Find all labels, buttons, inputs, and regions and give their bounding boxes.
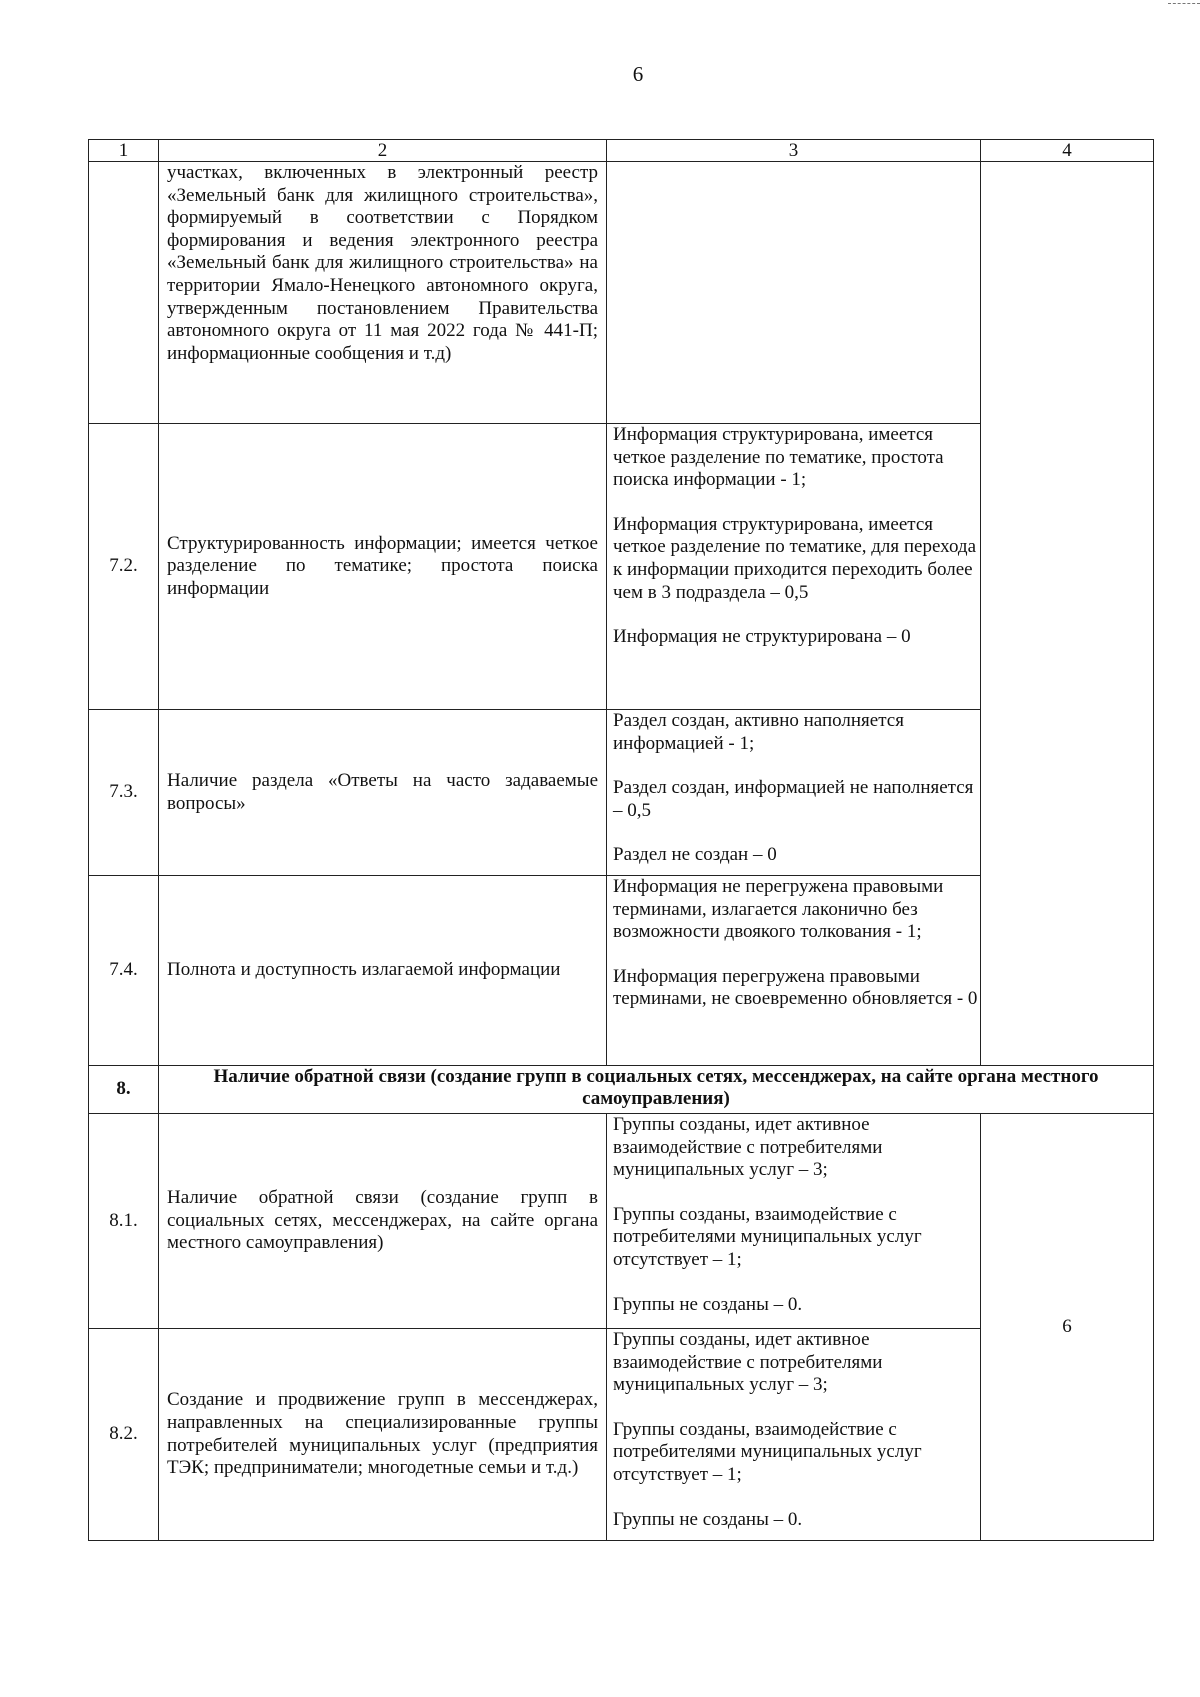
section-title: Наличие обратной связи (создание групп в социальных сетях, мессенджерах, на сайте органа местного самоуправления) [159,1066,1154,1114]
criteria-option: Информация не структурирована – 0 [613,626,911,648]
criteria-table [88,139,1154,1541]
criteria-cell [607,876,981,1066]
score-cell [981,162,1154,1066]
criteria-cell [607,162,981,424]
row-number: 8.2. [89,1329,159,1541]
indicator-cell: участках, включенных в электронный реестр «Земельный банк для жилищного строительства», формируемый в соответствии с Порядком формирования и ведения электронного реестра «Земельный банк для жилищного строительства» на территории Ямало-Ненецкого автономного округа, утвержденным постановлением Правительства автономного округа от 11 мая 2022 года № 441-П; информационные сообщения и т.д) [159,162,607,424]
criteria-option: Раздел не создан – 0 [613,844,777,866]
corner-mark [1168,3,1200,4]
section-row [89,1066,1154,1114]
criteria-option: Группы созданы, идет активное взаимодействие с потребителями муниципальных услуг – 3; [613,1329,883,1396]
section-number: 8. [89,1066,159,1114]
page-number: 6 [632,62,644,86]
table-row [89,1114,1154,1329]
criteria-cell [607,710,981,876]
row-number: 7.2. [89,424,159,710]
indicator-cell: Наличие обратной связи (создание групп в социальных сетях, мессенджерах, на сайте органа местного самоуправления) [159,1114,607,1329]
section-max-score: 6 [981,1114,1154,1541]
criteria-option: Группы созданы, взаимодействие с потребителями муниципальных услуг отсутствует – 1; [613,1203,922,1270]
criteria-option: Информация перегружена правовыми терминами, не своевременно обновляется - 0 [613,965,978,1010]
indicator-cell: Наличие раздела «Ответы на часто задаваемые вопросы» [159,710,607,876]
indicator-cell: Структурированность информации; имеется четкое разделение по тематике; простота поиска информации [159,424,607,710]
header-col-4: 4 [981,140,1154,162]
row-number: 7.4. [89,876,159,1066]
indicator-cell: Полнота и доступность излагаемой информации [159,876,607,1066]
criteria-option: Информация структурирована, имеется четкое разделение по тематике, для перехода к информации приходится переходить более чем в 3 подраздела – 0,5 [613,513,977,603]
header-col-3: 3 [607,140,981,162]
criteria-option: Раздел создан, информацией не наполняется – 0,5 [613,777,974,821]
row-number [89,162,159,424]
criteria-option: Группы созданы, идет активное взаимодействие с потребителями муниципальных услуг – 3; [613,1114,883,1181]
criteria-cell [607,424,981,710]
criteria-cell [607,1114,981,1329]
criteria-option: Группы созданы, взаимодействие с потребителями муниципальных услуг отсутствует – 1; [613,1418,922,1485]
criteria-option: Группы не созданы – 0. [613,1508,803,1530]
criteria-cell [607,1329,981,1541]
criteria-option: Информация не перегружена правовыми терминами, излагается лаконично без возможности двоякого толкования - 1; [613,876,944,943]
row-number: 7.3. [89,710,159,876]
table-row [89,162,1154,424]
header-row [89,140,1154,162]
indicator-cell: Создание и продвижение групп в мессенджерах, направленных на специализированные группы потребителей муниципальных услуг (предприятия ТЭК; предприниматели; многодетные семьи и т.д.) [159,1329,607,1541]
criteria-option: Группы не созданы – 0. [613,1293,803,1315]
row-number: 8.1. [89,1114,159,1329]
criteria-option: Раздел создан, активно наполняется информацией - 1; [613,710,904,754]
header-col-2: 2 [159,140,607,162]
header-col-1: 1 [89,140,159,162]
criteria-option: Информация структурирована, имеется четкое разделение по тематике, простота поиска информации - 1; [613,424,944,491]
